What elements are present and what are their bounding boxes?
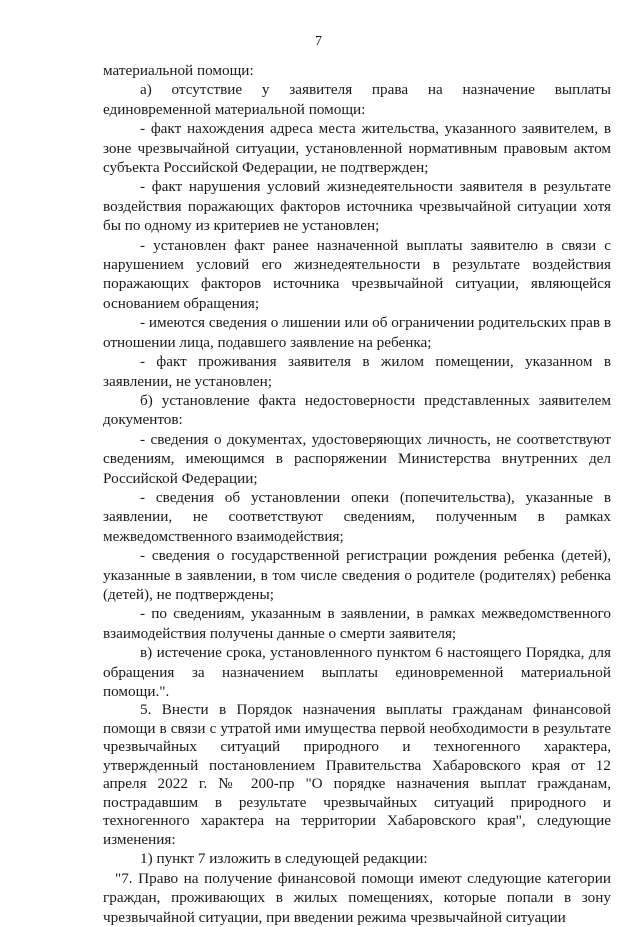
paragraph-bullet-guardianship: - сведения об установлении опеки (попечительства), указанные в заявлении, не соответствуют сведениям, полученным в рамках межведомственного взаимодействия; <box>103 488 611 545</box>
paragraph-continuation: материальной помощи: <box>103 62 254 79</box>
paragraph-bullet-previous-payment: - установлен факт ранее назначенной выплаты заявителю в связи с нарушением условий его жизнедеятельности в результате воздействия поражающих факторов источника чрезвычайной ситуации, являющейся основанием обращения; <box>103 236 611 312</box>
paragraph-subitem-1: 1) пункт 7 изложить в следующей редакции: <box>140 850 428 868</box>
paragraph-bullet-parental-rights: - имеются сведения о лишении или об ограничении родительских прав в отношении лица, подавшего заявление на ребенка; <box>103 314 611 351</box>
paragraph-bullet-address: - факт нахождения адреса места жительства, указанного заявителем, в зоне чрезвычайной ситуации, установленной нормативным правовым актом субъекта Российской Федерации, не подтвержден; <box>103 120 611 177</box>
paragraph-bullet-death-data: - по сведениям, указанным в заявлении, в рамках межведомственного взаимодействия получены данные о смерти заявителя; <box>103 605 611 642</box>
paragraph-item-a: а) отсутствие у заявителя права на назначение выплаты единовременной материальной помощи: <box>103 81 611 118</box>
paragraph-bullet-birth-registration: - сведения о государственной регистрации рождения ребенка (детей), указанные в заявлении, в том числе сведения о родителе (родителях) ребенка (детей), не подтверждены; <box>103 547 611 603</box>
paragraph-section-5: 5. Внести в Порядок назначения выплаты гражданам финансовой помощи в связи с утратой ими имущества первой необходимости в результате чрезвычайных ситуаций природного и техногенного характера, утвержденный постановлением Правительства Хабаровского края от 12 апреля 2022 г. № 200-пр "О порядке назначения выплат гражданам, пострадавшим в результате чрезвычайных ситуаций природного и техногенного характера на территории Хабаровского края", следующие изменения: <box>103 701 611 848</box>
paragraph-item-b: б) установление факта недостоверности представленных заявителем документов: <box>103 391 611 429</box>
paragraph-bullet-living-conditions: - факт нарушения условий жизнедеятельности заявителя в результате воздействия поражающих факторов источника чрезвычайной ситуации хотя бы по одному из критериев не установлен; <box>103 178 611 235</box>
paragraph-item-7: "7. Право на получение финансовой помощи имеют следующие категории граждан, проживающих в жилых помещениях, которые попали в зону чрезвычайной ситуации, при введении режима чрезвычайной ситуации <box>103 869 611 926</box>
paragraph-bullet-identity-documents: - сведения о документах, удостоверяющих личность, не соответствуют сведениям, имеющимся в распоряжении Министерства внутренних дел Российской Федерации; <box>103 430 611 487</box>
paragraph-item-v: в) истечение срока, установленного пунктом 6 настоящего Порядка, для обращения за назначением выплаты единовременной материальной помощи.". <box>103 644 611 700</box>
document-body <box>103 61 611 927</box>
paragraph-bullet-residence: - факт проживания заявителя в жилом помещении, указанном в заявлении, не установлен; <box>103 353 611 390</box>
page-number: 7 <box>315 34 322 49</box>
